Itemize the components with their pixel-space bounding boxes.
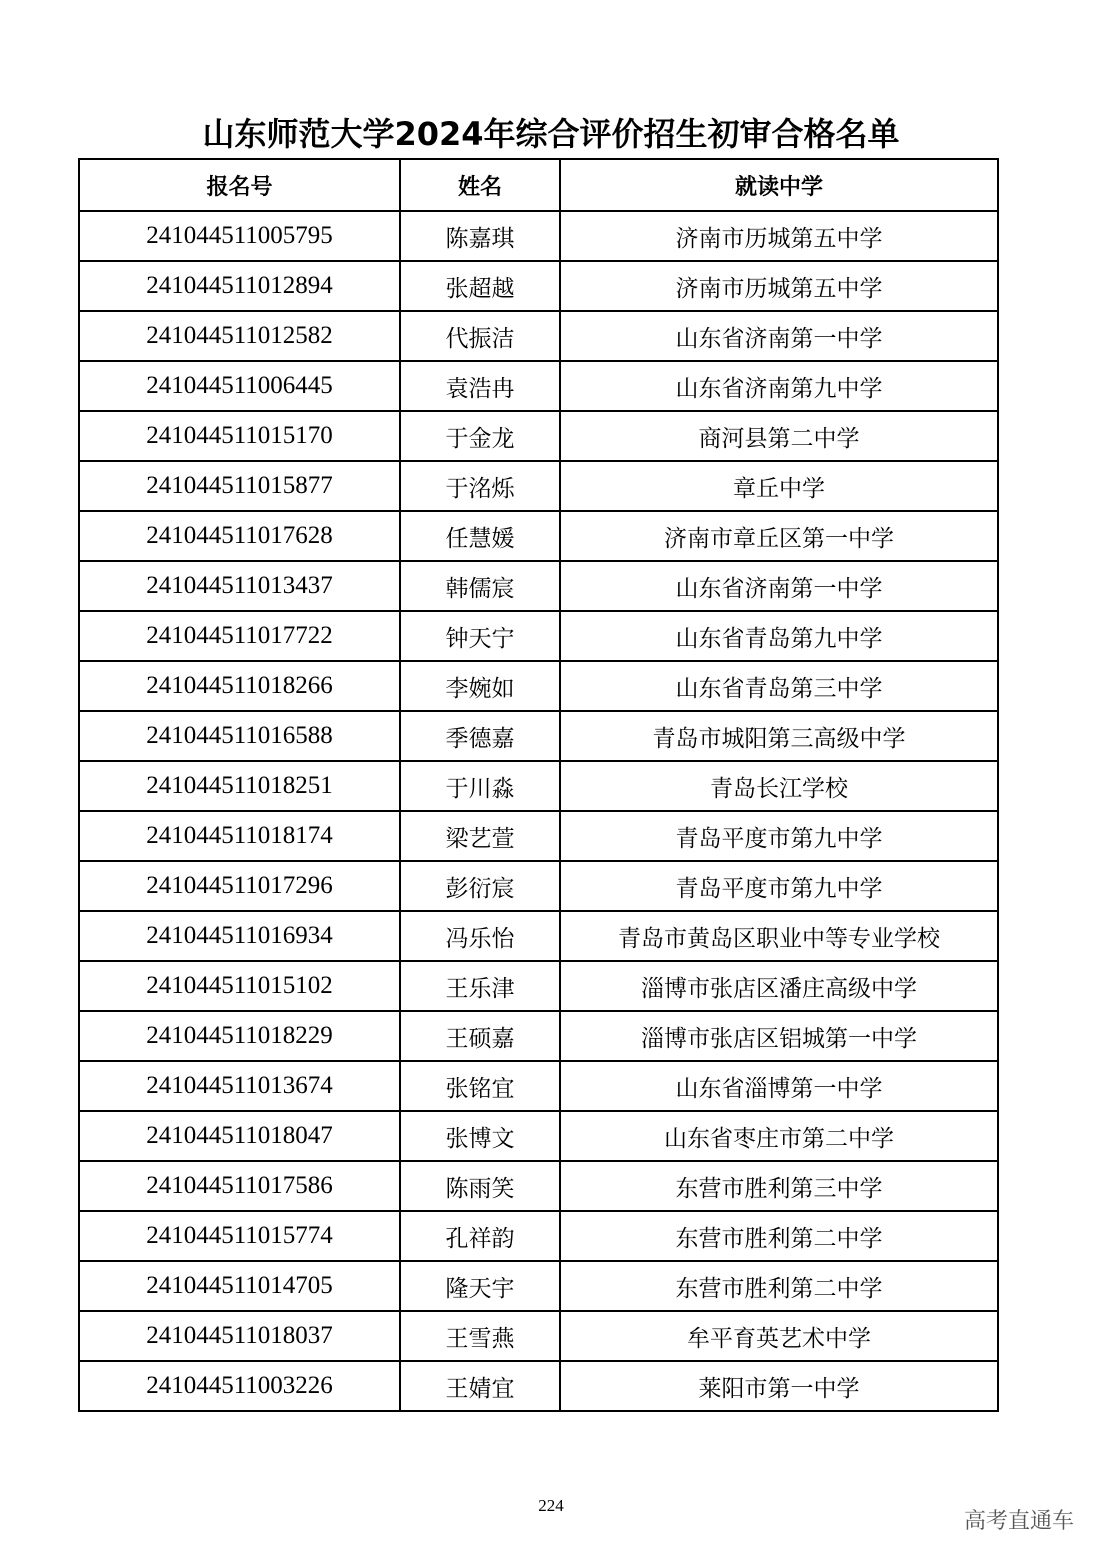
table-row <box>79 1211 998 1261</box>
table-row <box>79 311 998 361</box>
table-row <box>79 361 998 411</box>
student-name-cell: 钟天宁 <box>400 611 560 661</box>
student-name-cell: 王婧宜 <box>400 1361 560 1411</box>
school-name-cell: 山东省青岛第九中学 <box>560 611 998 661</box>
school-name-cell: 青岛市黄岛区职业中等专业学校 <box>560 911 998 961</box>
registration-number-cell: 241044511018266 <box>79 661 400 711</box>
table-row <box>79 461 998 511</box>
school-name-cell: 章丘中学 <box>560 461 998 511</box>
student-name-cell: 王硕嘉 <box>400 1011 560 1061</box>
school-name-cell: 淄博市张店区铝城第一中学 <box>560 1011 998 1061</box>
student-name-cell: 孔祥韵 <box>400 1211 560 1261</box>
table-row <box>79 1111 998 1161</box>
table-body <box>79 211 998 1411</box>
registration-number-cell: 241044511015877 <box>79 461 400 511</box>
table-row <box>79 1011 998 1061</box>
table-row <box>79 761 998 811</box>
student-name-cell: 陈嘉琪 <box>400 211 560 261</box>
registration-number-cell: 241044511017722 <box>79 611 400 661</box>
student-name-cell: 韩儒宸 <box>400 561 560 611</box>
school-name-cell: 东营市胜利第二中学 <box>560 1211 998 1261</box>
student-name-cell: 王雪燕 <box>400 1311 560 1361</box>
school-name-cell: 商河县第二中学 <box>560 411 998 461</box>
school-name-cell: 山东省枣庄市第二中学 <box>560 1111 998 1161</box>
table-row <box>79 611 998 661</box>
student-name-cell: 张铭宜 <box>400 1061 560 1111</box>
student-name-cell: 任慧媛 <box>400 511 560 561</box>
table-row <box>79 511 998 561</box>
registration-number-cell: 241044511013437 <box>79 561 400 611</box>
registration-number-cell: 241044511017628 <box>79 511 400 561</box>
school-name-cell: 牟平育英艺术中学 <box>560 1311 998 1361</box>
header-name: 姓名 <box>400 159 560 211</box>
registration-number-cell: 241044511018229 <box>79 1011 400 1061</box>
table-row <box>79 1361 998 1411</box>
school-name-cell: 济南市章丘区第一中学 <box>560 511 998 561</box>
registration-number-cell: 241044511016934 <box>79 911 400 961</box>
school-name-cell: 青岛长江学校 <box>560 761 998 811</box>
school-name-cell: 山东省济南第一中学 <box>560 311 998 361</box>
student-name-cell: 代振洁 <box>400 311 560 361</box>
registration-number-cell: 241044511013674 <box>79 1061 400 1111</box>
registration-number-cell: 241044511015102 <box>79 961 400 1011</box>
student-name-cell: 季德嘉 <box>400 711 560 761</box>
school-name-cell: 青岛市城阳第三高级中学 <box>560 711 998 761</box>
student-name-cell: 张超越 <box>400 261 560 311</box>
table-row <box>79 711 998 761</box>
registration-number-cell: 241044511018251 <box>79 761 400 811</box>
school-name-cell: 山东省济南第九中学 <box>560 361 998 411</box>
student-name-cell: 王乐津 <box>400 961 560 1011</box>
table-row <box>79 961 998 1011</box>
registration-number-cell: 241044511018037 <box>79 1311 400 1361</box>
school-name-cell: 淄博市张店区潘庄高级中学 <box>560 961 998 1011</box>
student-name-cell: 梁艺萱 <box>400 811 560 861</box>
table-row <box>79 261 998 311</box>
student-name-cell: 陈雨笑 <box>400 1161 560 1211</box>
table-row <box>79 1061 998 1111</box>
student-name-cell: 于川淼 <box>400 761 560 811</box>
registration-number-cell: 241044511018174 <box>79 811 400 861</box>
registration-number-cell: 241044511012582 <box>79 311 400 361</box>
registration-number-cell: 241044511012894 <box>79 261 400 311</box>
school-name-cell: 济南市历城第五中学 <box>560 211 998 261</box>
registration-number-cell: 241044511017296 <box>79 861 400 911</box>
registration-number-cell: 241044511005795 <box>79 211 400 261</box>
table-row <box>79 811 998 861</box>
table-row <box>79 1261 998 1311</box>
registration-number-cell: 241044511015774 <box>79 1211 400 1261</box>
student-name-cell: 李婉如 <box>400 661 560 711</box>
registration-number-cell: 241044511017586 <box>79 1161 400 1211</box>
student-name-cell: 袁浩冉 <box>400 361 560 411</box>
registration-number-cell: 241044511015170 <box>79 411 400 461</box>
registration-number-cell: 241044511003226 <box>79 1361 400 1411</box>
table-row <box>79 1311 998 1361</box>
student-name-cell: 于洺烁 <box>400 461 560 511</box>
school-name-cell: 山东省济南第一中学 <box>560 561 998 611</box>
school-name-cell: 济南市历城第五中学 <box>560 261 998 311</box>
table-row <box>79 861 998 911</box>
registration-number-cell: 241044511018047 <box>79 1111 400 1161</box>
table-row <box>79 1161 998 1211</box>
school-name-cell: 莱阳市第一中学 <box>560 1361 998 1411</box>
school-name-cell: 青岛平度市第九中学 <box>560 811 998 861</box>
student-name-cell: 于金龙 <box>400 411 560 461</box>
table-row <box>79 211 998 261</box>
registration-number-cell: 241044511014705 <box>79 1261 400 1311</box>
school-name-cell: 山东省淄博第一中学 <box>560 1061 998 1111</box>
table-row <box>79 911 998 961</box>
school-name-cell: 东营市胜利第三中学 <box>560 1161 998 1211</box>
page-number: 224 <box>538 1496 564 1515</box>
page-title: 山东师范大学2024年综合评价招生初审合格名单 <box>202 115 900 153</box>
table-row <box>79 411 998 461</box>
header-registration-number: 报名号 <box>79 159 400 211</box>
student-name-cell: 张博文 <box>400 1111 560 1161</box>
school-name-cell: 青岛平度市第九中学 <box>560 861 998 911</box>
student-name-cell: 冯乐怡 <box>400 911 560 961</box>
registration-number-cell: 241044511006445 <box>79 361 400 411</box>
header-school: 就读中学 <box>560 159 998 211</box>
table-row <box>79 661 998 711</box>
admission-list-table <box>78 158 999 1412</box>
table-header-row <box>79 159 998 211</box>
registration-number-cell: 241044511016588 <box>79 711 400 761</box>
student-name-cell: 隆天宇 <box>400 1261 560 1311</box>
school-name-cell: 东营市胜利第二中学 <box>560 1261 998 1311</box>
student-name-cell: 彭衍宸 <box>400 861 560 911</box>
school-name-cell: 山东省青岛第三中学 <box>560 661 998 711</box>
watermark-text: 高考直通车 <box>963 1509 1074 1534</box>
table-row <box>79 561 998 611</box>
